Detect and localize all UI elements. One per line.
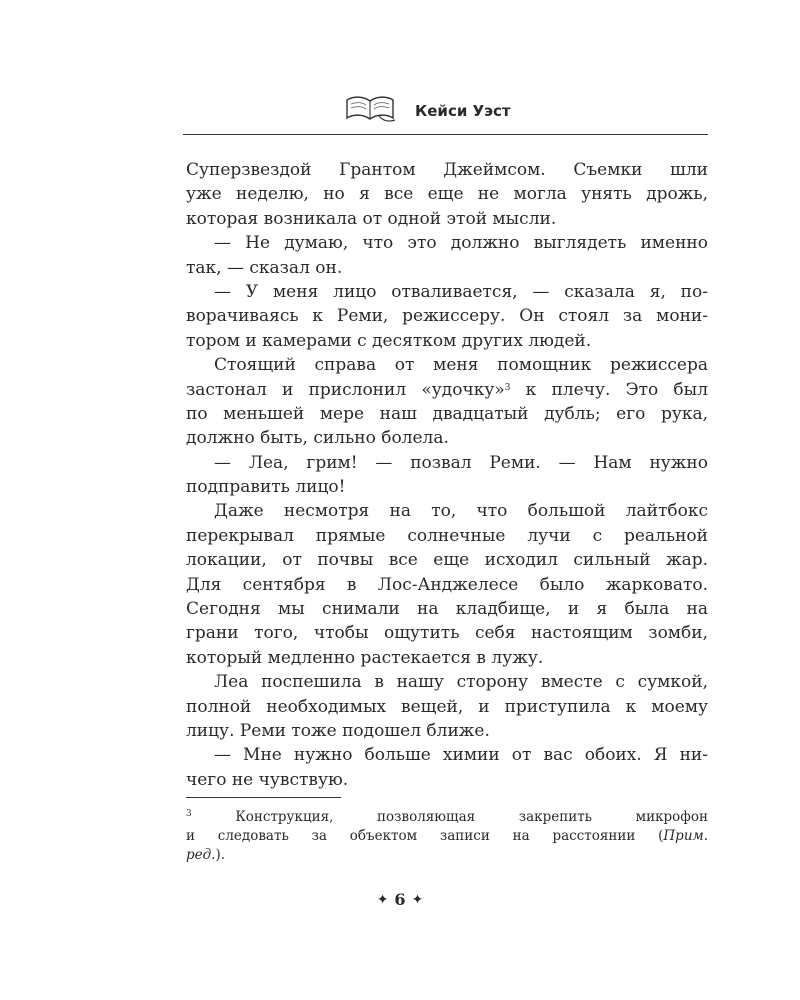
star-ornament-icon: ✦ [411,892,424,908]
text-line: чего не чувствую. [186,769,349,790]
text-line: полной необходимых вещей, и приступила к моему [186,696,708,717]
text-line: ворачиваясь к Реми, режиссеру. Он стоял за мони- [186,306,708,327]
text-line: — Не думаю, что это должно выглядеть именно [214,233,708,254]
text-line: Даже несмотря на то, что большой лайтбокс [214,501,708,522]
footnote [186,808,708,865]
footnote-line [186,808,708,827]
footnote-text: ). [215,847,226,863]
text-segment: к плечу. Это был [510,379,708,400]
text-line: лицу. Реми тоже подошел ближе. [186,720,490,741]
footnote-line [186,827,708,846]
star-ornament-icon: ✦ [376,892,389,908]
text-line: уже неделю, но я все еще не могла унять дрожь, [186,184,708,205]
text-line: локации, от почвы все еще исходил сильный жар. [186,550,708,571]
footnote-ref: 3 [504,382,511,393]
text-line: Стоящий справа от меня помощник режиссера [214,355,708,376]
page-number-value: 6 [394,890,406,909]
text-line: — Мне нужно больше химии от вас обоих. Я ни- [214,745,708,766]
header-author: Кейси Уэст [415,102,511,120]
footnote-italic: ред. [186,847,216,863]
footnote-text: Конструкция, позволяющая закрепить микрофон [235,809,709,825]
text-line: Сегодня мы снимали на кладбище, и я была на [186,599,708,620]
footnote-text: и следовать за объектом записи на расстоянии ( [186,828,664,844]
text-line: грани того, чтобы ощутить себя настоящим зомби, [186,623,708,644]
text-segment: застонал и прислонил «удочку» [186,379,505,400]
footnote-line [186,846,708,865]
text-line: Суперзвездой Грантом Джеймсом. Съемки шли [186,160,708,180]
text-line: — Леа, грим! — позвал Реми. — Нам нужно [214,452,708,473]
text-line: — У меня лицо отваливается, — сказала я, по- [214,281,708,302]
text-line: которая возникала от одной этой мысли. [186,208,557,229]
text-line: перекрывал прямые солнечные лучи с реальной [186,525,708,546]
text-line: который медленно растекается в лужу. [186,647,544,668]
text-line: Для сентября в Лос-Анджелесе было жарковато. [186,574,708,595]
page-number [0,890,800,909]
text-line: Леа поспешила в нашу сторону вместе с сумкой, [214,672,708,693]
footnote-rule [186,797,341,798]
text-line: тором и камерами с десятком других людей. [186,330,592,351]
footnote-marker: 3 [186,809,192,819]
header-rule [183,134,708,135]
book-ornament-icon [343,94,397,124]
footnote-italic: Прим. [663,828,708,844]
text-line: так, — сказал он. [186,257,343,278]
text-line: должно быть, сильно болела. [186,428,449,449]
text-line: подправить лицо! [186,477,346,498]
text-line: по меньшей мере наш двадцатый дубль; его рука, [186,403,708,424]
body-text [186,158,708,792]
text-line-with-footnote [186,378,708,402]
